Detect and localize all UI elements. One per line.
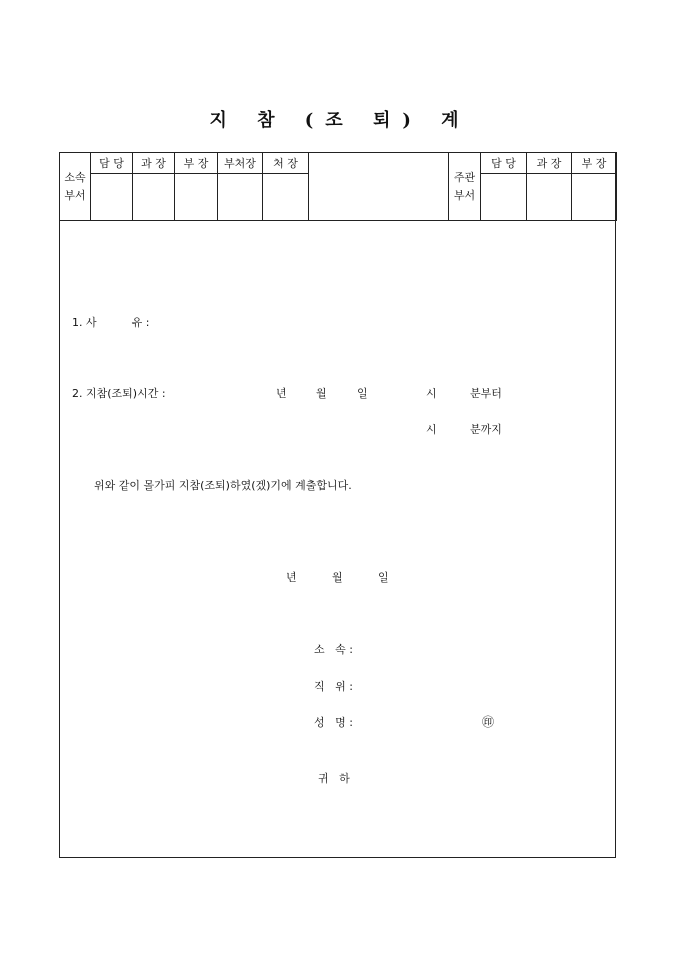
form-title: 지 참 (조 퇴) 계 <box>209 110 471 131</box>
seal-mark: ㊞ <box>482 715 495 729</box>
left-col-deputy-director: 부처장 <box>218 153 263 174</box>
left-col-charge: 담 당 <box>91 153 133 174</box>
signer-name-label: 성 명 : <box>314 716 353 729</box>
left-sign-box-charge[interactable] <box>91 174 133 221</box>
right-col-dept-head: 부 장 <box>572 153 617 174</box>
right-col-section-chief: 과 장 <box>527 153 572 174</box>
right-sign-box-charge[interactable] <box>481 174 527 221</box>
left-sign-box-deputy-director[interactable] <box>218 174 263 221</box>
right-dept-line2: 부서 <box>453 188 476 202</box>
signer-affiliation-label: 소 속 : <box>314 643 353 656</box>
right-sign-box-section-chief[interactable] <box>527 174 572 221</box>
signer-position-label: 직 위 : <box>314 680 353 693</box>
left-sign-box-director[interactable] <box>263 174 309 221</box>
right-col-charge: 담 당 <box>481 153 527 174</box>
right-dept-label <box>449 153 481 221</box>
time-day: 일 <box>357 387 368 400</box>
reason-label: 1. 사 유 : <box>72 316 150 329</box>
left-col-section-chief: 과 장 <box>133 153 175 174</box>
left-col-dept-head: 부 장 <box>175 153 218 174</box>
left-dept-line1: 소속 <box>64 170 86 184</box>
date-day: 일 <box>378 571 389 584</box>
left-sign-box-section-chief[interactable] <box>133 174 175 221</box>
right-sign-box-dept-head[interactable] <box>572 174 617 221</box>
time-label: 2. 지참(조퇴)시간 : <box>72 387 166 400</box>
left-col-director: 처 장 <box>263 153 309 174</box>
time-year: 년 <box>276 387 287 400</box>
right-approval-table <box>448 152 617 221</box>
time-minute-from: 분부터 <box>470 387 502 400</box>
form-frame <box>59 152 616 858</box>
recipient-label: 귀 하 <box>318 772 350 785</box>
time-minute-to: 분까지 <box>470 423 502 436</box>
right-dept-line1: 주관 <box>453 170 476 184</box>
date-month: 월 <box>332 571 343 584</box>
left-dept-label <box>60 153 91 221</box>
left-sign-box-dept-head[interactable] <box>175 174 218 221</box>
time-month: 월 <box>316 387 327 400</box>
left-dept-line2: 부서 <box>64 188 86 202</box>
time-hour-to: 시 <box>426 423 437 436</box>
date-year: 년 <box>286 571 297 584</box>
statement-text: 위와 같이 몰가피 지참(조퇴)하였(겠)기에 계출합니다. <box>94 479 352 492</box>
left-approval-table <box>59 152 309 221</box>
time-hour-from: 시 <box>426 387 437 400</box>
